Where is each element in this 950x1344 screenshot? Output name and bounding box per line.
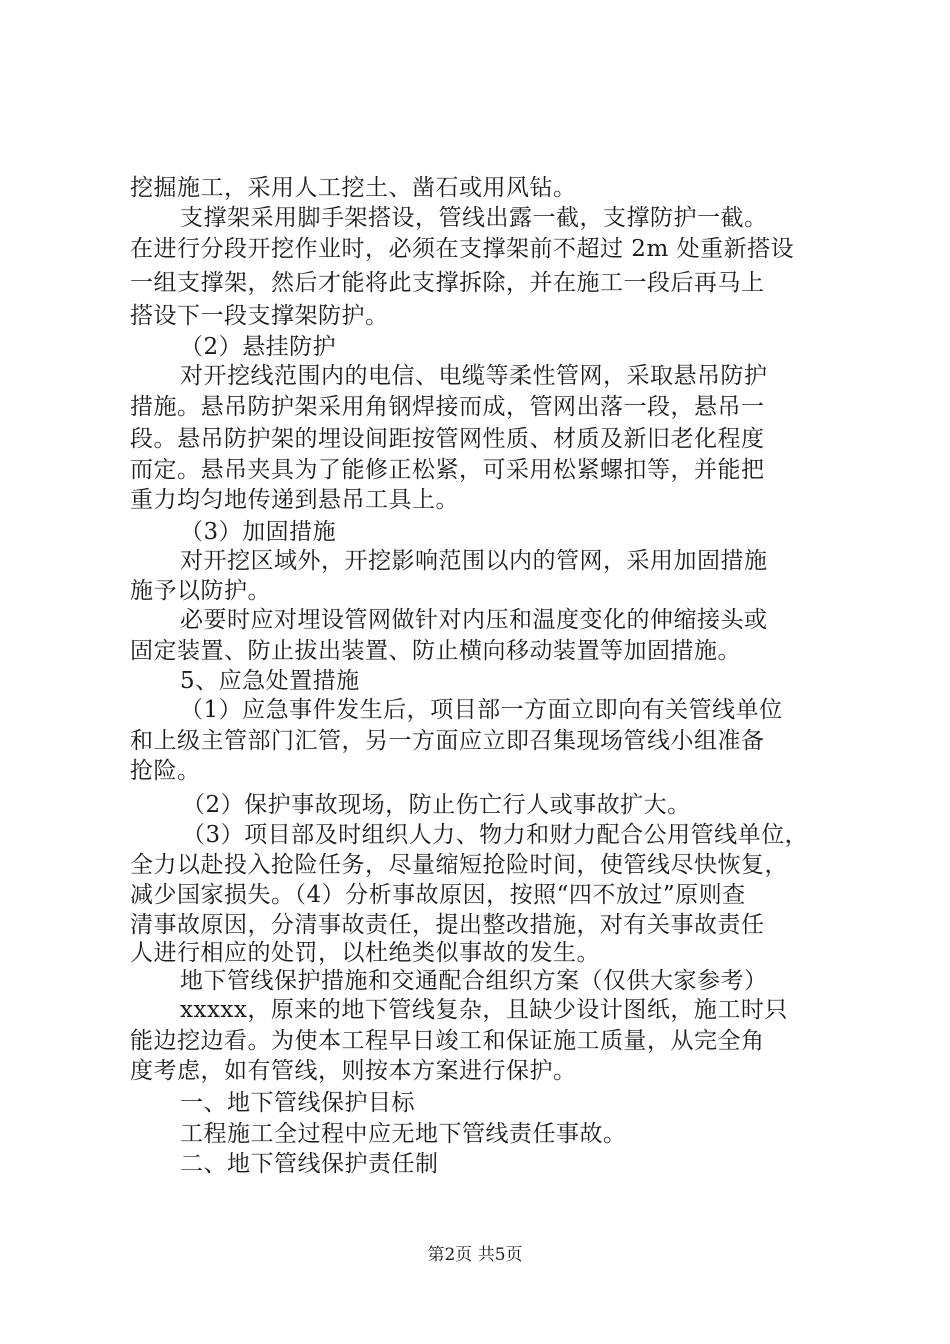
text-line: 人进行相应的处罚，以杜绝类似事故的发生。 [130, 940, 600, 966]
text-line: 和上级主管部门汇管，另一方面应立即召集现场管线小组准备 [130, 728, 765, 754]
text-line: 搭设下一段支撑架防护。 [130, 303, 389, 329]
text-line: 必要时应对埋设管网做针对内压和温度变化的伸缩接头或 [180, 607, 768, 633]
text-line: 对开挖区域外，开挖影响范围以内的管网，采用加固措施 [180, 548, 768, 574]
text-line: xxxxx，原来的地下管线复杂，且缺少设计图纸，施工时只 [180, 997, 788, 1023]
text-line: 度考虑，如有管线，则按本方案进行保护。 [130, 1058, 577, 1084]
text-line: 能边挖边看。为使本工程早日竣工和保证施工质量，从完全角 [130, 1028, 765, 1054]
page-footer: 第2页 共5页 [427, 1245, 523, 1265]
text-line: 支撑架采用脚手架搭设，管线出露一截，支撑防护一截。 [180, 205, 768, 231]
text-line: 抢险。 [130, 758, 201, 784]
text-line: 全力以赴投入抢险任务，尽量缩短抢险时间，使管线尽快恢复， [130, 852, 788, 878]
text-line: 对开挖线范围内的电信、电缆等柔性管网，采取悬吊防护 [180, 363, 768, 389]
section-heading: （2）悬挂防护 [180, 334, 337, 360]
document-title: 地下管线保护措施和交通配合组织方案（仅供大家参考） [180, 968, 768, 994]
section-heading: （3）加固措施 [180, 519, 337, 545]
text-line: 施予以防护。 [130, 578, 271, 604]
text-line: （1）应急事件发生后，项目部一方面立即向有关管线单位 [180, 697, 783, 723]
text-line: 在进行分段开挖作业时，必须在支撑架前不超过 2m 处重新搭设 [130, 236, 795, 262]
text-line: 减少国家损失。（4）分析事故原因，按照“四不放过”原则查 [130, 882, 746, 908]
section-heading: 一、地下管线保护目标 [180, 1090, 415, 1116]
text-line: 段。悬吊防护架的埋设间距按管网性质、材质及新旧老化程度 [130, 426, 765, 452]
text-line: （2）保护事故现场，防止伤亡行人或事故扩大。 [182, 792, 691, 818]
text-line: （3）项目部及时组织人力、物力和财力配合公用管线单位， [182, 822, 809, 848]
text-line: 重力均匀地传递到悬吊工具上。 [130, 487, 459, 513]
text-line: 措施。悬吊防护架采用角钢焊接而成，管网出落一段，悬吊一 [130, 394, 765, 420]
text-line: 而定。悬吊夹具为了能修正松紧，可采用松紧螺扣等，并能把 [130, 457, 765, 483]
text-line: 挖掘施工，采用人工挖土、凿石或用风钻。 [130, 175, 577, 201]
text-line: 工程施工全过程中应无地下管线责任事故。 [180, 1121, 627, 1147]
section-heading: 二、地下管线保护责任制 [180, 1151, 439, 1177]
section-heading: 5、应急处置措施 [180, 668, 360, 694]
text-line: 清事故原因，分清事故责任，提出整改措施，对有关事故责任 [130, 912, 765, 938]
text-line: 一组支撑架，然后才能将此支撑拆除，并在施工一段后再马上 [130, 270, 765, 296]
text-line: 固定装置、防止拔出装置、防止横向移动装置等加固措施。 [130, 638, 741, 664]
